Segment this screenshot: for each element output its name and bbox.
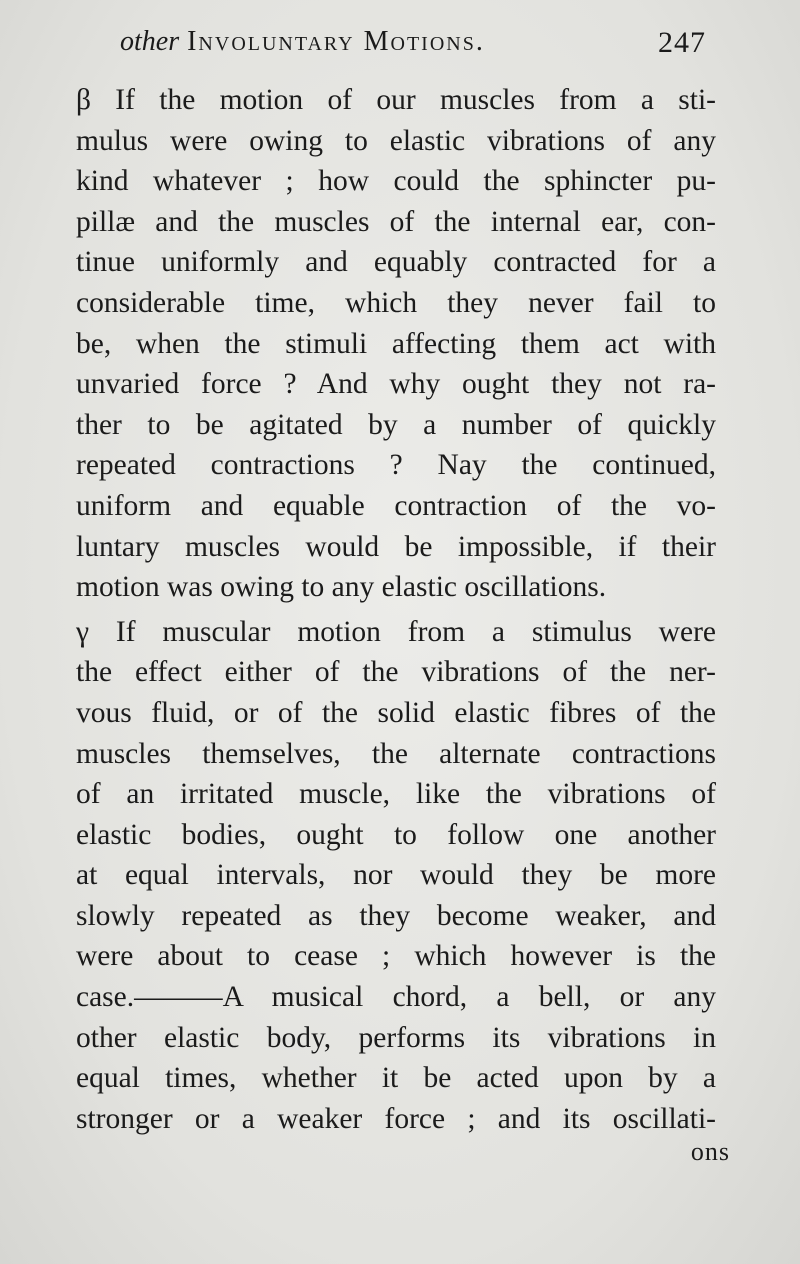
text-line: case.———A musical chord, a bell, or any: [76, 981, 716, 1014]
page-number: 247: [658, 26, 706, 59]
text-line: other elastic body, performs its vibrations in: [76, 1021, 716, 1054]
catchword: ons: [690, 1137, 730, 1166]
text-line: the effect either of the vibrations of the ner-: [76, 656, 716, 689]
paragraph-beta: [76, 80, 716, 608]
text-line: of an irritated muscle, like the vibrations of: [76, 778, 716, 811]
text-line: uniform and equable contraction of the vo-: [76, 489, 716, 522]
paragraph-gamma: [76, 612, 716, 1140]
text-line: γ If muscular motion from a stimulus were: [76, 615, 716, 648]
text-line: repeated contractions ? Nay the continued,: [76, 449, 716, 482]
text-line: unvaried force ? And why ought they not ra-: [76, 368, 716, 401]
page-header: [120, 26, 720, 66]
text-line: considerable time, which they never fail to: [76, 286, 716, 319]
text-line: kind whatever ; how could the sphincter pu-: [76, 165, 716, 198]
text-line: stronger or a weaker force ; and its oscillati-: [76, 1102, 716, 1135]
text-line: β If the motion of our muscles from a sti-: [76, 84, 716, 116]
running-head-title: Involuntary Motions.: [187, 26, 485, 57]
text-line: mulus were owing to elastic vibrations of any: [76, 124, 716, 157]
text-line: be, when the stimuli affecting them act with: [76, 327, 716, 360]
running-head: [120, 26, 485, 58]
text-line: were about to cease ; which however is the: [76, 940, 716, 973]
text-line: at equal intervals, nor would they be more: [76, 859, 716, 892]
text-line: tinue uniformly and equably contracted for a: [76, 246, 716, 279]
text-line: vous fluid, or of the solid elastic fibres of the: [76, 696, 716, 729]
text-line: ther to be agitated by a number of quickly: [76, 408, 716, 441]
text-line: equal times, whether it be acted upon by a: [76, 1062, 716, 1095]
running-head-italic: other: [120, 26, 180, 57]
text-line: motion was owing to any elastic oscillations.: [76, 571, 607, 604]
page-body: [76, 80, 716, 1139]
text-line: slowly repeated as they become weaker, and: [76, 899, 716, 932]
text-line: pillæ and the muscles of the internal ear, con-: [76, 205, 716, 238]
text-line: muscles themselves, the alternate contractions: [76, 737, 716, 770]
text-line: luntary muscles would be impossible, if their: [76, 530, 716, 563]
text-line: elastic bodies, ought to follow one another: [76, 818, 716, 851]
